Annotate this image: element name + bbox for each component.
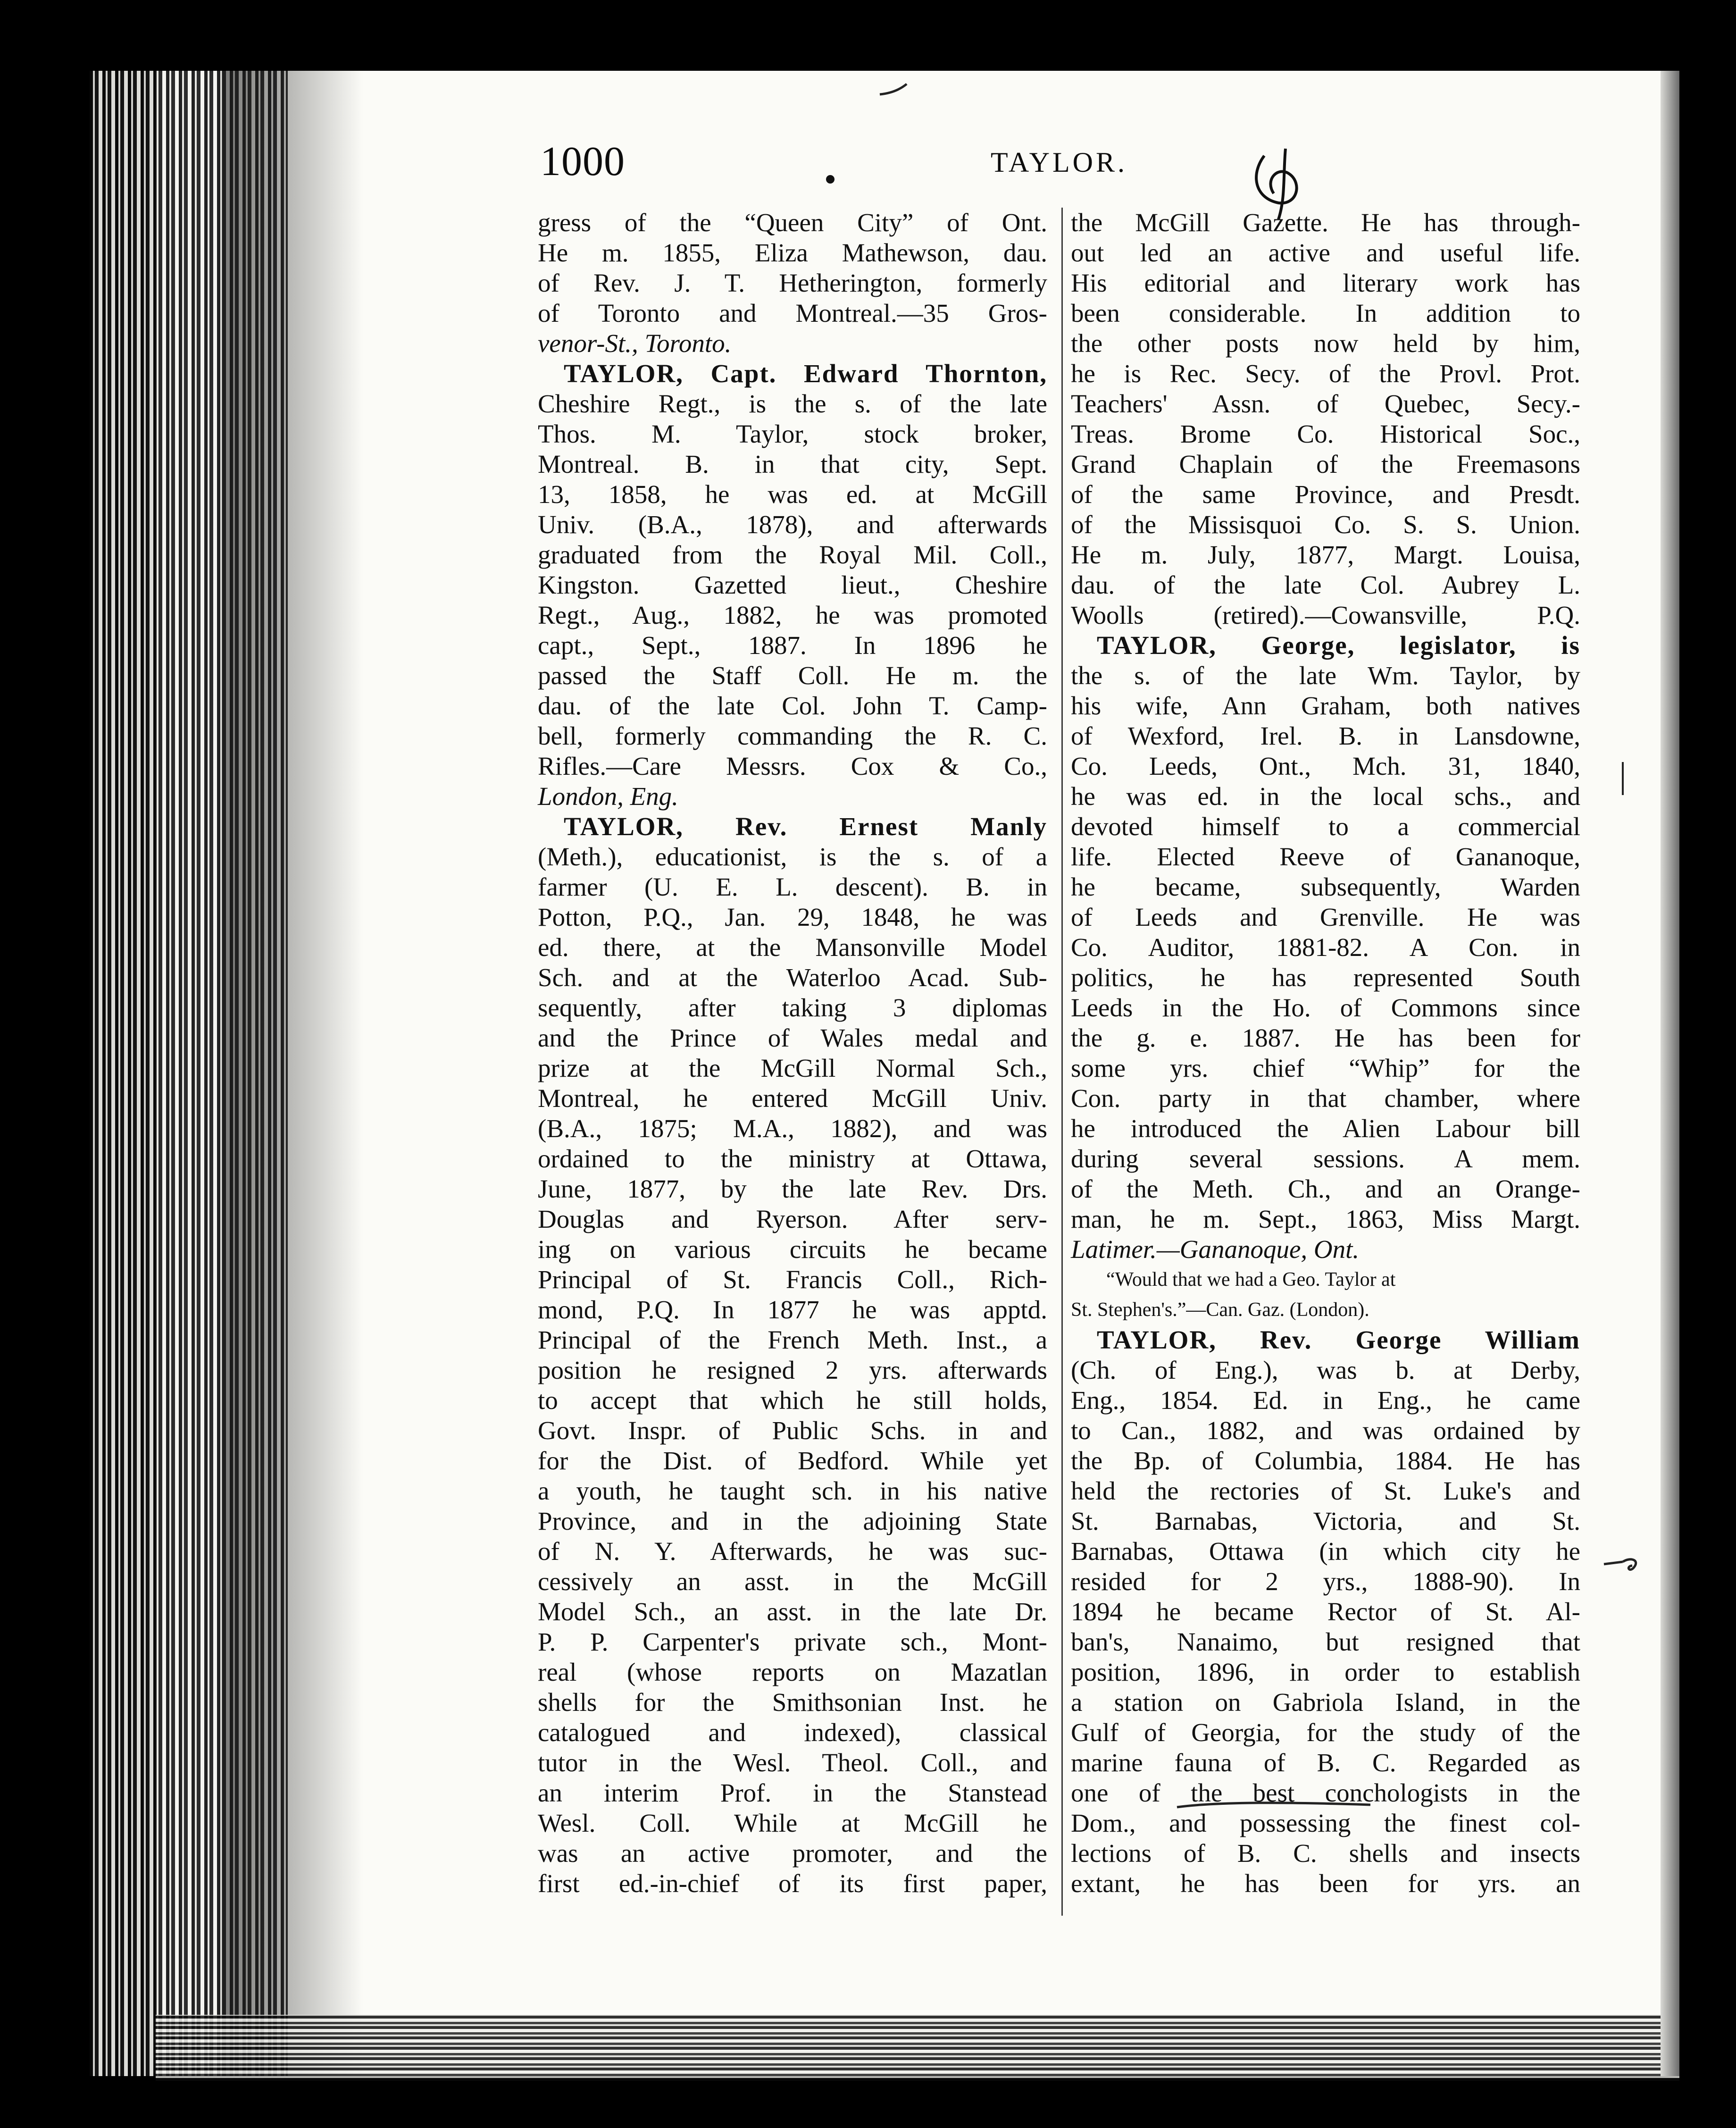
left-line: was an active promoter, and the: [538, 1839, 1047, 1868]
right-line: his wife, Ann Graham, both natives: [1071, 691, 1580, 720]
right-line: politics, he has represented South: [1071, 963, 1580, 992]
entry-heading: TAYLOR, Capt. Edward Thornton,: [564, 359, 1047, 388]
quotation-line: St. Stephen's.”—Can. Gaz. (London).: [1071, 1299, 1369, 1321]
right-line: resided for 2 yrs., 1888-90). In: [1071, 1567, 1580, 1596]
margin-tick-mark: [1602, 1552, 1644, 1576]
entry-heading: TAYLOR, Rev. Ernest Manly: [564, 812, 1047, 841]
right-line: life. Elected Reeve of Gananoque,: [1071, 842, 1580, 871]
right-line: the McGill Gazette. He has through-: [1071, 208, 1580, 237]
quotation-line: “Would that we had a Geo. Taylor at: [1106, 1269, 1396, 1290]
right-line: man, he m. Sept., 1863, Miss Margt.: [1071, 1205, 1580, 1233]
right-line: Grand Chaplain of the Freemasons: [1071, 450, 1580, 478]
right-line: St. Barnabas, Victoria, and St.: [1071, 1507, 1580, 1535]
left-line: Montreal. B. in that city, Sept.: [538, 450, 1047, 478]
left-line: gress of the “Queen City” of Ont.: [538, 208, 1047, 237]
right-line: of the Meth. Ch., and an Orange-: [1071, 1174, 1580, 1203]
right-line: of the Missisquoi Co. S. S. Union.: [1071, 510, 1580, 539]
left-line: catalogued and indexed), classical: [538, 1718, 1047, 1747]
left-line: sequently, after taking 3 diplomas: [538, 993, 1047, 1022]
left-line: prize at the McGill Normal Sch.,: [538, 1054, 1047, 1082]
left-line: passed the Staff Coll. He m. the: [538, 661, 1047, 690]
right-line: 1894 he became Rector of St. Al-: [1071, 1597, 1580, 1626]
left-line: Sch. and at the Waterloo Acad. Sub-: [538, 963, 1047, 992]
left-line: (B.A., 1875; M.A., 1882), and was: [538, 1114, 1047, 1143]
stray-dash-mark: [877, 80, 910, 99]
left-line: June, 1877, by the late Rev. Drs.: [538, 1174, 1047, 1203]
right-line: he is Rec. Secy. of the Provl. Prot.: [1071, 359, 1580, 388]
left-line: of N. Y. Afterwards, he was suc-: [538, 1537, 1047, 1566]
right-line: Leeds in the Ho. of Commons since: [1071, 993, 1580, 1022]
left-line: Principal of St. Francis Coll., Rich-: [538, 1265, 1047, 1294]
left-line: ordained to the ministry at Ottawa,: [538, 1144, 1047, 1173]
left-line: mond, P.Q. In 1877 he was apptd.: [538, 1295, 1047, 1324]
left-line: Province, and in the adjoining State: [538, 1507, 1047, 1535]
left-line: tutor in the Wesl. Theol. Coll., and: [538, 1748, 1047, 1777]
right-line: Eng., 1854. Ed. in Eng., he came: [1071, 1386, 1580, 1415]
left-line: Univ. (B.A., 1878), and afterwards: [538, 510, 1047, 539]
left-line: P. P. Carpenter's private sch., Mont-: [538, 1627, 1047, 1656]
left-line: to accept that which he still holds,: [538, 1386, 1047, 1415]
right-line: Teachers' Assn. of Quebec, Secy.-: [1071, 389, 1580, 418]
right-line: Con. party in that chamber, where: [1071, 1084, 1580, 1113]
right-line: Woolls (retired).—Cowansville, P.Q.: [1071, 601, 1580, 629]
right-line: he introduced the Alien Labour bill: [1071, 1114, 1580, 1143]
right-line: His editorial and literary work has: [1071, 268, 1580, 297]
left-line: Kingston. Gazetted lieut., Cheshire: [538, 570, 1047, 599]
left-line: Rifles.—Care Messrs. Cox & Co.,: [538, 752, 1047, 780]
right-line: Latimer.—Gananoque, Ont.: [1071, 1235, 1360, 1264]
right-line: held the rectories of St. Luke's and: [1071, 1476, 1580, 1505]
right-line: (Ch. of Eng.), was b. at Derby,: [1071, 1356, 1580, 1384]
right-line: Treas. Brome Co. Historical Soc.,: [1071, 419, 1580, 448]
left-line: venor-St., Toronto.: [538, 329, 732, 358]
left-line: farmer (U. E. L. descent). B. in: [538, 872, 1047, 901]
left-line: Montreal, he entered McGill Univ.: [538, 1084, 1047, 1113]
left-line: of Toronto and Montreal.—35 Gros-: [538, 299, 1047, 327]
right-line: during several sessions. A mem.: [1071, 1144, 1580, 1173]
right-line: been considerable. In addition to: [1071, 299, 1580, 327]
left-line: London, Eng.: [538, 782, 678, 811]
right-line: devoted himself to a commercial: [1071, 812, 1580, 841]
page-number: 1000: [540, 139, 625, 184]
right-line: He m. July, 1877, Margt. Louisa,: [1071, 540, 1580, 569]
left-line: cessively an asst. in the McGill: [538, 1567, 1047, 1596]
scan-streak-bottom: [156, 2015, 1679, 2081]
right-line: marine fauna of B. C. Regarded as: [1071, 1748, 1580, 1777]
left-line: Wesl. Coll. While at McGill he: [538, 1809, 1047, 1837]
right-line: the s. of the late Wm. Taylor, by: [1071, 661, 1580, 690]
right-line: Co. Auditor, 1881-82. A Con. in: [1071, 933, 1580, 962]
left-line: Cheshire Regt., is the s. of the late: [538, 389, 1047, 418]
stray-dot-mark: [823, 172, 837, 186]
left-line: real (whose reports on Mazatlan: [538, 1658, 1047, 1686]
left-line: a youth, he taught sch. in his native: [538, 1476, 1047, 1505]
page-edge-right: [1661, 71, 1679, 2076]
left-line: and the Prince of Wales medal and: [538, 1023, 1047, 1052]
left-line: Thos. M. Taylor, stock broker,: [538, 419, 1047, 448]
right-line: the g. e. 1887. He has been for: [1071, 1023, 1580, 1052]
left-line: Principal of the French Meth. Inst., a: [538, 1325, 1047, 1354]
left-line: of Rev. J. T. Hetherington, formerly: [538, 268, 1047, 297]
right-line: out led an active and useful life.: [1071, 238, 1580, 267]
left-line: for the Dist. of Bedford. While yet: [538, 1446, 1047, 1475]
left-line: Govt. Inspr. of Public Schs. in and: [538, 1416, 1047, 1445]
left-line: shells for the Smithsonian Inst. he: [538, 1688, 1047, 1717]
right-line: Gulf of Georgia, for the study of the: [1071, 1718, 1580, 1747]
scan-shadow-left: [222, 71, 363, 2076]
right-line: Co. Leeds, Ont., Mch. 31, 1840,: [1071, 752, 1580, 780]
left-line: bell, formerly commanding the R. C.: [538, 721, 1047, 750]
left-line: Potton, P.Q., Jan. 29, 1848, he was: [538, 903, 1047, 931]
right-line: lections of B. C. shells and insects: [1071, 1839, 1580, 1868]
left-line: Model Sch., an asst. in the late Dr.: [538, 1597, 1047, 1626]
right-line: ban's, Nanaimo, but resigned that: [1071, 1627, 1580, 1656]
right-line: he was ed. in the local schs., and: [1071, 782, 1580, 811]
right-column: [1071, 208, 1580, 1899]
left-line: (Meth.), educationist, is the s. of a: [538, 842, 1047, 871]
left-line: dau. of the late Col. John T. Camp-: [538, 691, 1047, 720]
left-line: Douglas and Ryerson. After serv-: [538, 1205, 1047, 1233]
right-line: a station on Gabriola Island, in the: [1071, 1688, 1580, 1717]
margin-bracket-mark: [1618, 760, 1628, 797]
left-line: position he resigned 2 yrs. afterwards: [538, 1356, 1047, 1384]
entry-heading: TAYLOR, George, legislator, is: [1097, 631, 1580, 660]
column-rule: [1061, 208, 1063, 1916]
left-line: He m. 1855, Eliza Mathewson, dau.: [538, 238, 1047, 267]
right-line: the other posts now held by him,: [1071, 329, 1580, 358]
running-head: TAYLOR.: [991, 147, 1127, 178]
right-line: some yrs. chief “Whip” for the: [1071, 1054, 1580, 1082]
left-line: Regt., Aug., 1882, he was promoted: [538, 601, 1047, 629]
right-line: of Wexford, Irel. B. in Lansdowne,: [1071, 721, 1580, 750]
right-line: position, 1896, in order to establish: [1071, 1658, 1580, 1686]
left-line: ed. there, at the Mansonville Model: [538, 933, 1047, 962]
left-column: [538, 208, 1047, 1899]
right-line: he became, subsequently, Warden: [1071, 872, 1580, 901]
left-line: graduated from the Royal Mil. Coll.,: [538, 540, 1047, 569]
right-line: Dom., and possessing the finest col-: [1071, 1809, 1580, 1837]
left-line: an interim Prof. in the Stanstead: [538, 1778, 1047, 1807]
entry-heading: TAYLOR, Rev. George William: [1097, 1325, 1580, 1354]
right-line: extant, he has been for yrs. an: [1071, 1869, 1580, 1898]
right-line: to Can., 1882, and was ordained by: [1071, 1416, 1580, 1445]
left-line: 13, 1858, he was ed. at McGill: [538, 480, 1047, 509]
left-line: first ed.-in-chief of its first paper,: [538, 1869, 1047, 1898]
right-line: the Bp. of Columbia, 1884. He has: [1071, 1446, 1580, 1475]
left-line: capt., Sept., 1887. In 1896 he: [538, 631, 1047, 660]
right-line: dau. of the late Col. Aubrey L.: [1071, 570, 1580, 599]
right-line: of the same Province, and Presdt.: [1071, 480, 1580, 509]
right-line: of Leeds and Grenville. He was: [1071, 903, 1580, 931]
right-line: one of the best conchologists in the: [1071, 1778, 1580, 1807]
right-line: Barnabas, Ottawa (in which city he: [1071, 1537, 1580, 1566]
left-line: ing on various circuits he became: [538, 1235, 1047, 1264]
